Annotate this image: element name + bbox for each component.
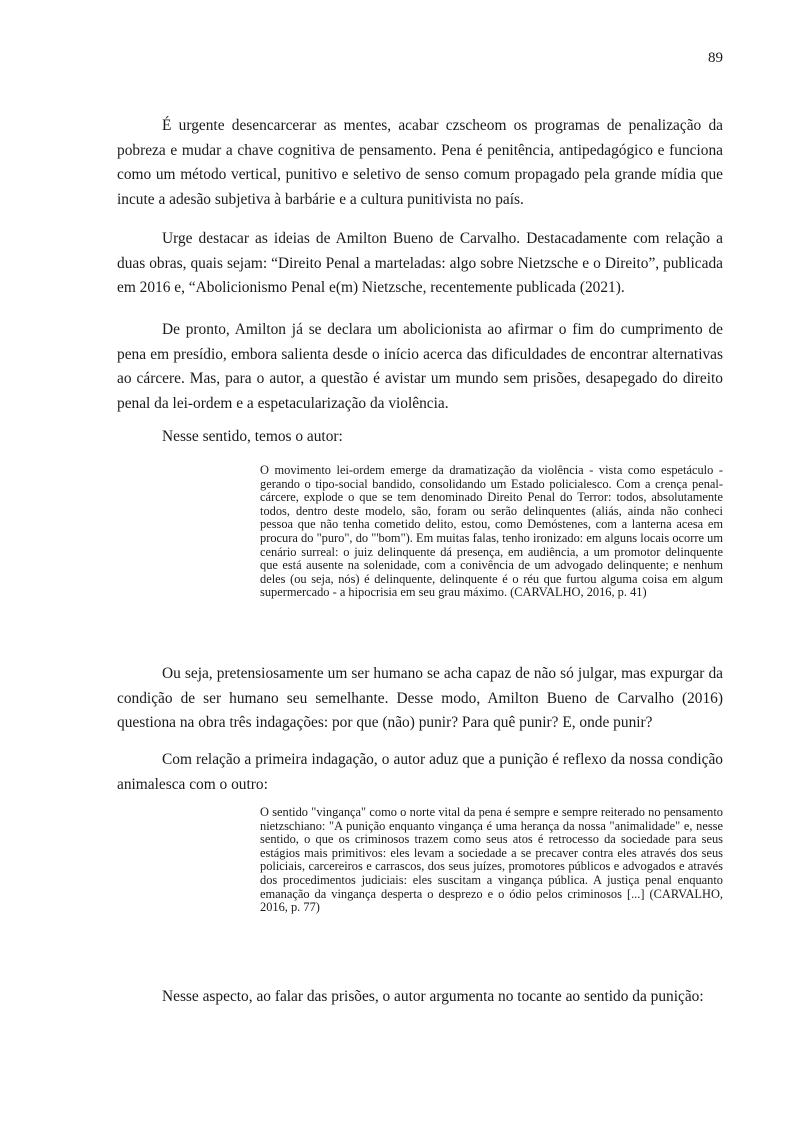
body-paragraph: É urgente desencarcerar as mentes, acabar czscheom os programas de penalização da pobreza e mudar a chave cognitiva de pensamento. Pena é penitência, antipedagógico e funciona como um método vertical, punitivo e seletivo de senso comum propagado pela grande mídia que incute a adesão subjetiva à barbárie e a cultura punitivista no país. xyxy=(117,117,723,208)
block-quote: O movimento lei-ordem emerge da dramatização da violência - vista como espetáculo - gerando o tipo-social bandido, consolidando um Estado policialesco. Com a crença penal-cárcere, explode o que se tem denominado Direito Penal do Terror: todos, absolutamente todos, dentro deste modelo, são, foram ou serão delinquentes (aliás, ainda não conheci pessoa que não tenha cometido delito, estou, como Demóstenes, com a lanterna acesa em procura do "puro", do "'bom"). Em muitas falas, tenho ironizado: em alguns locais ocorre um cenário surreal: o juiz delinquente dá presença, em audiência, a um promotor delinquente que está ausente na solenidade, com a conivência de um advogado delinquente; e nenhum deles (ou seja, nós) é delinquente, delinquente é o réu que furtou alguma coisa em algum supermercado - a hipocrisia em seu grau máximo. (CARVALHO, 2016, p. 41) xyxy=(260,463,723,600)
body-paragraph: De pronto, Amilton já se declara um abolicionista ao afirmar o fim do cumprimento de pena em presídio, embora salienta desde o início acerca das dificuldades de encontrar alternativas ao cárcere. Mas, para o autor, a questão é avistar um mundo sem prisões, desapegado do direito penal da lei-ordem e a espetacularização da violência. xyxy=(117,321,723,412)
body-paragraph: Com relação a primeira indagação, o autor aduz que a punição é reflexo da nossa condição animalesca com o outro: xyxy=(117,751,723,793)
block-quote: O sentido "vingança" como o norte vital da pena é sempre e sempre reiterado no pensamento nietzschiano: "A punição enquanto vingança é uma herança da nossa "animalidade" e, nesse sentido, o que os criminosos trazem como seus atos é retrocesso da sociedade para seus estágios mais primitivos: eles levam a sociedade a se precaver contra eles através dos seus policiais, carcereiros e carrascos, dos seus juízes, promotores públicos e advogados e através dos procedimentos judiciais: eles suscitam a vingança pública. A justiça penal enquanto emanação da vingança desperta o desprezo e o ódio pelos criminosos [...] (CARVALHO, 2016, p. 77) xyxy=(260,805,723,915)
page-number: 89 xyxy=(708,50,723,66)
body-paragraph: Ou seja, pretensiosamente um ser humano se acha capaz de não só julgar, mas expurgar da condição de ser humano seu semelhante. Desse modo, Amilton Bueno de Carvalho (2016) questiona na obra três indagações: por que (não) punir? Para quê punir? E, onde punir? xyxy=(117,665,723,732)
body-paragraph: Urge destacar as ideias de Amilton Bueno de Carvalho. Destacadamente com relação a duas obras, quais sejam: “Direito Penal a marteladas: algo sobre Nietzsche e o Direito”, publicada em 2016 e, “Abolicionismo Penal e(m) Nietzsche, recentemente publicada (2021). xyxy=(117,230,723,297)
body-paragraph: Nesse aspecto, ao falar das prisões, o autor argumenta no tocante ao sentido da punição: xyxy=(162,988,704,1005)
body-paragraph: Nesse sentido, temos o autor: xyxy=(162,428,343,445)
